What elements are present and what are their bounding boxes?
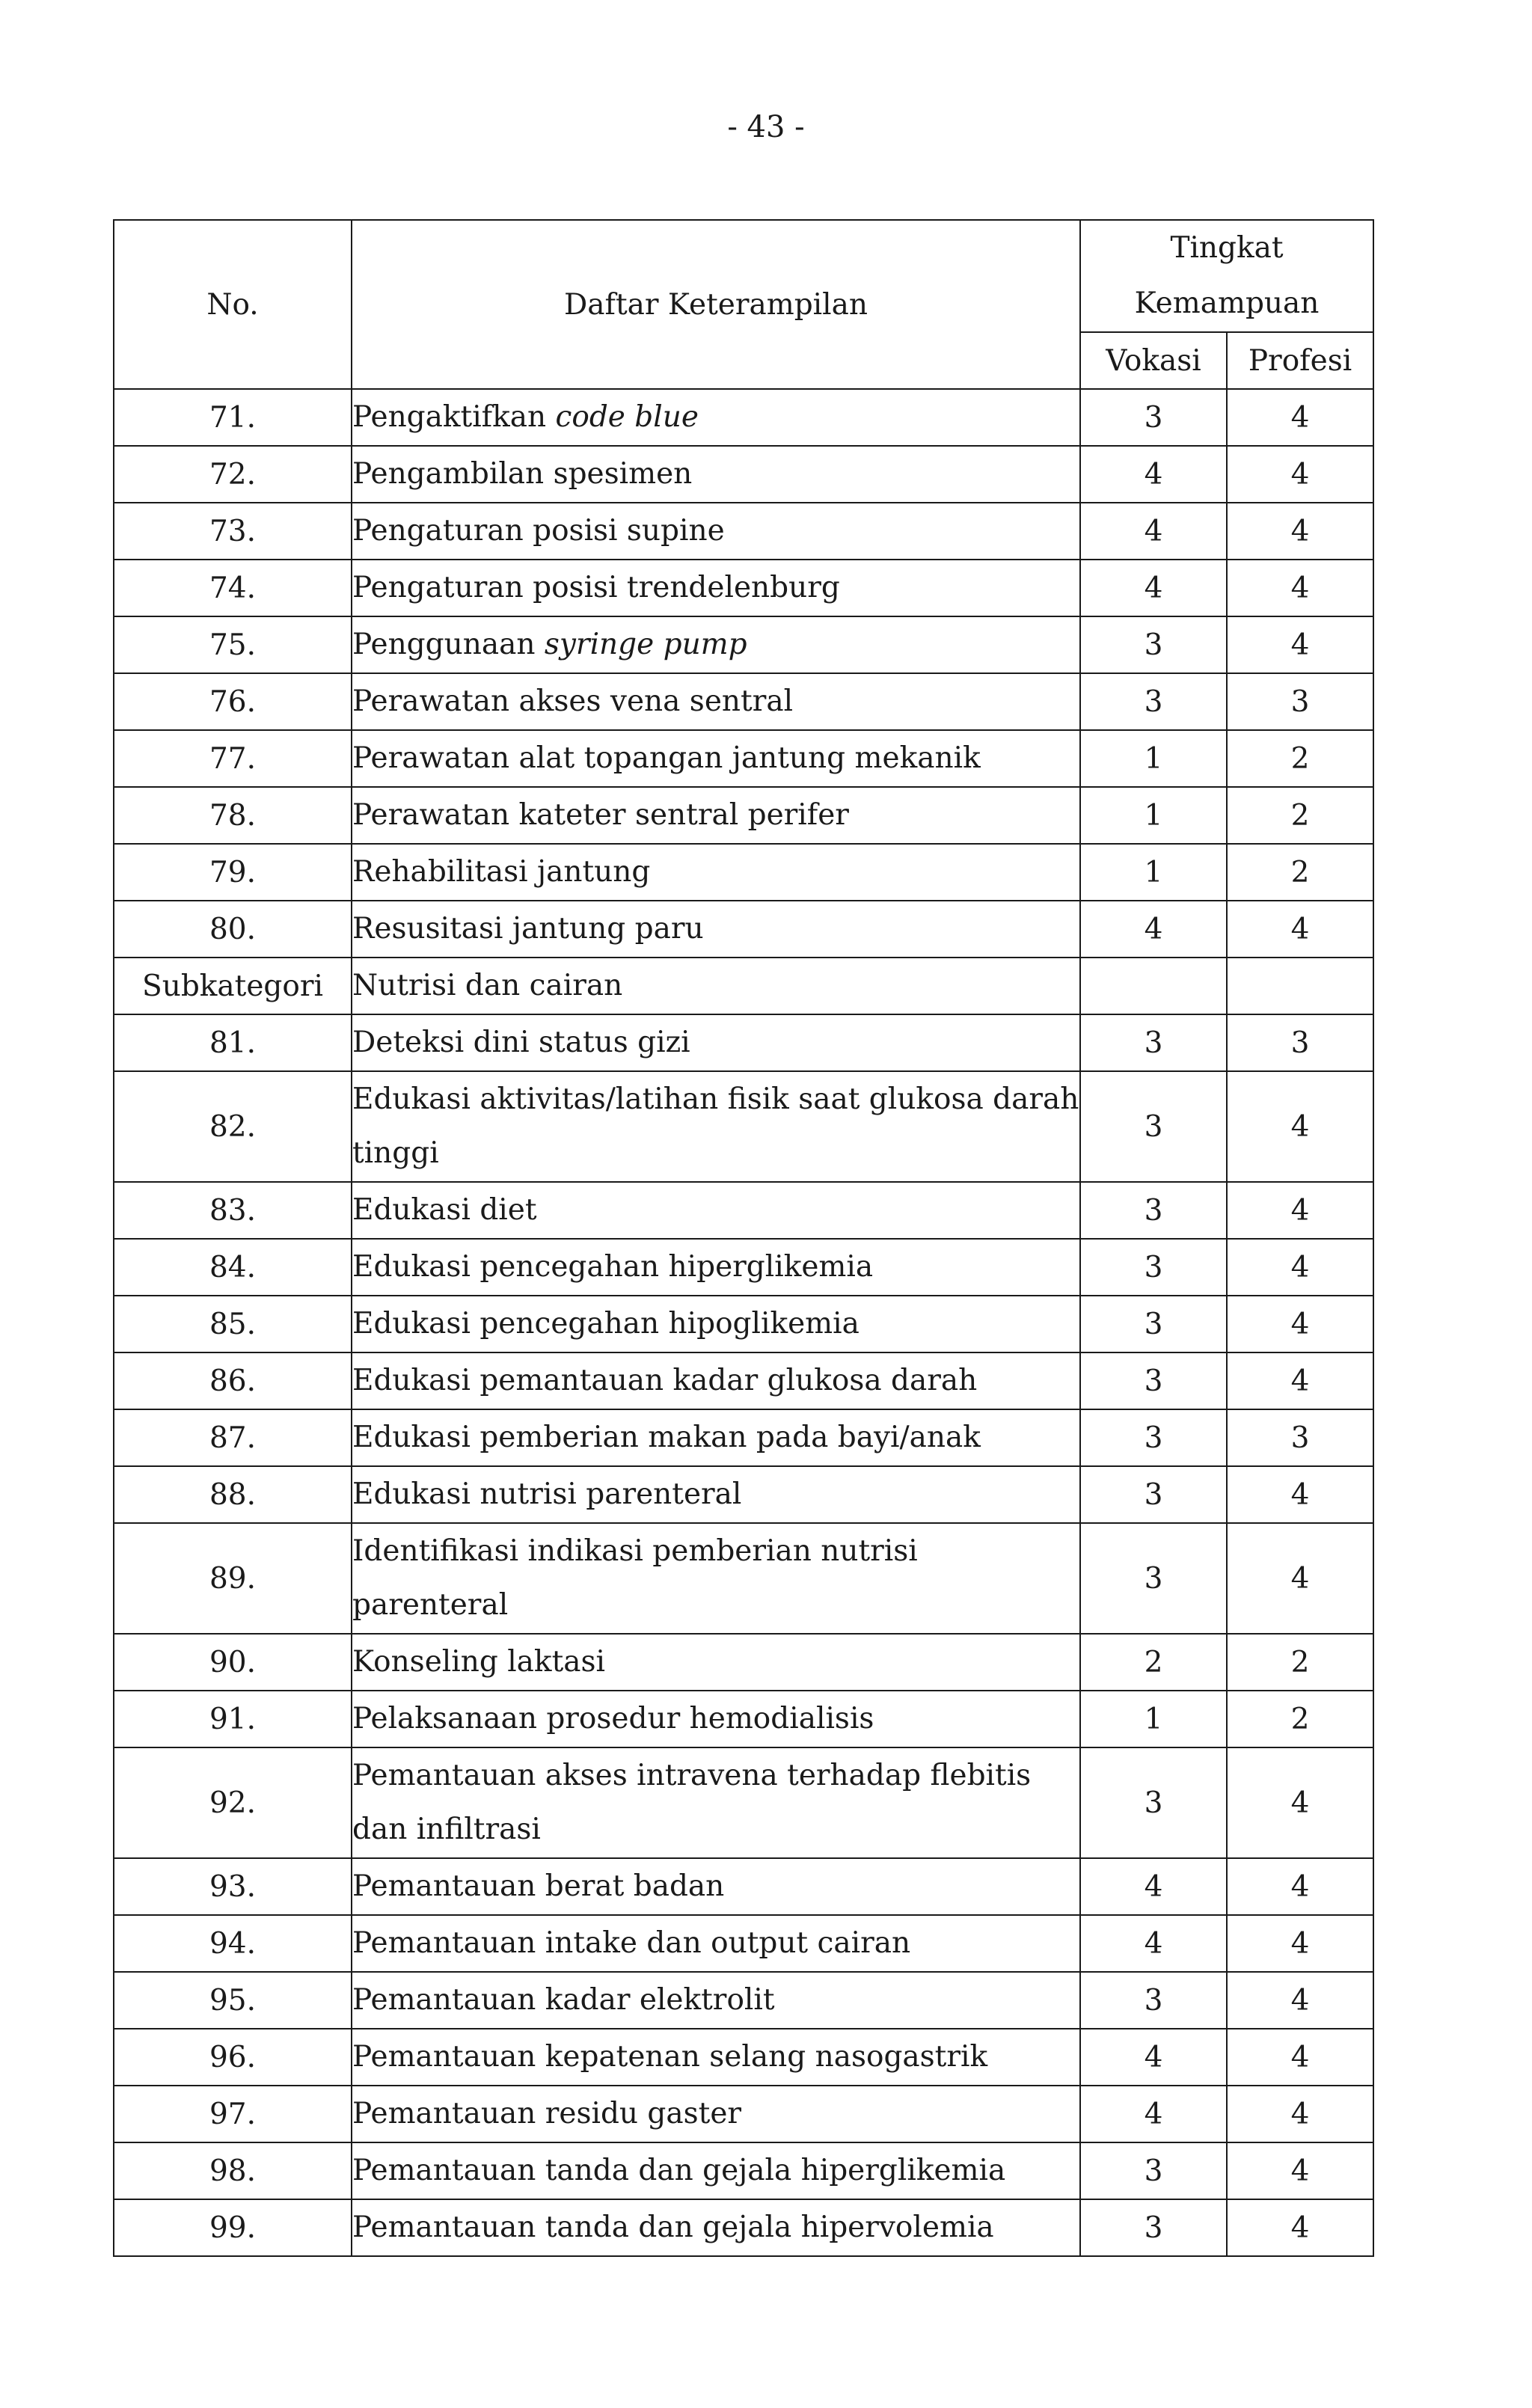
vokasi-level: 3 [1080, 1182, 1227, 1239]
skill-text: Edukasi pemberian makan pada bayi/anak [352, 1421, 981, 1454]
table-row [114, 1858, 1373, 1915]
table-row [114, 2086, 1373, 2142]
skill-name [352, 730, 1080, 787]
header-vokasi: Vokasi [1080, 332, 1227, 389]
vokasi-level: 3 [1080, 2142, 1227, 2199]
vokasi-level: 3 [1080, 1071, 1227, 1182]
skill-text: Edukasi diet [352, 1193, 537, 1227]
skill-name [352, 1691, 1080, 1747]
row-number: 90. [114, 1634, 352, 1691]
profesi-level: 3 [1227, 1014, 1373, 1071]
vokasi-level: 3 [1080, 1239, 1227, 1296]
skill-text: Pemantauan akses intravena terhadap flebitis dan infiltrasi [352, 1759, 1032, 1846]
profesi-level: 4 [1227, 560, 1373, 616]
profesi-level: 2 [1227, 787, 1373, 844]
row-number: 94. [114, 1915, 352, 1972]
profesi-level: 4 [1227, 1239, 1373, 1296]
skill-text: Pengambilan spesimen [352, 457, 693, 491]
row-number: 74. [114, 560, 352, 616]
skill-text: Pemantauan intake dan output cairan [352, 1926, 911, 1960]
profesi-level [1227, 958, 1373, 1014]
profesi-level: 4 [1227, 2029, 1373, 2086]
vokasi-level: 1 [1080, 787, 1227, 844]
profesi-level: 4 [1227, 2086, 1373, 2142]
skill-text: Pelaksanaan prosedur hemodialisis [352, 1702, 874, 1735]
table-row [114, 1634, 1373, 1691]
row-number: 93. [114, 1858, 352, 1915]
row-number: Subkategori [114, 958, 352, 1014]
row-number: 92. [114, 1747, 352, 1858]
table-row [114, 1352, 1373, 1409]
profesi-level: 4 [1227, 1071, 1373, 1182]
vokasi-level: 1 [1080, 1691, 1227, 1747]
header-ability-level: Tingkat Kemampuan [1080, 220, 1373, 332]
table-row [114, 1071, 1373, 1182]
profesi-level: 4 [1227, 446, 1373, 503]
table-row [114, 1409, 1373, 1466]
profesi-level: 4 [1227, 616, 1373, 673]
row-number: 72. [114, 446, 352, 503]
row-number: 80. [114, 901, 352, 958]
profesi-level: 2 [1227, 1691, 1373, 1747]
skill-text: Rehabilitasi jantung [352, 855, 651, 889]
skill-name [352, 503, 1080, 560]
vokasi-level: 3 [1080, 1409, 1227, 1466]
skill-name [352, 2086, 1080, 2142]
profesi-level: 4 [1227, 1523, 1373, 1634]
table-row [114, 730, 1373, 787]
skill-term-italic: code blue [555, 400, 699, 434]
vokasi-level: 3 [1080, 389, 1227, 446]
skill-name [352, 1014, 1080, 1071]
table-row [114, 1296, 1373, 1352]
table-row [114, 1915, 1373, 1972]
vokasi-level: 3 [1080, 1296, 1227, 1352]
skill-name [352, 2199, 1080, 2256]
table-row [114, 901, 1373, 958]
header-no: No. [114, 220, 352, 389]
profesi-level: 4 [1227, 1466, 1373, 1523]
table-row [114, 1691, 1373, 1747]
table-row [114, 560, 1373, 616]
row-number: 77. [114, 730, 352, 787]
table-row [114, 389, 1373, 446]
skill-name [352, 673, 1080, 730]
table-row [114, 673, 1373, 730]
row-number: 83. [114, 1182, 352, 1239]
skill-text: Pemantauan residu gaster [352, 2097, 742, 2130]
vokasi-level: 4 [1080, 2029, 1227, 2086]
table-row [114, 616, 1373, 673]
profesi-level: 4 [1227, 1747, 1373, 1858]
skill-text: Penggunaan [352, 628, 545, 661]
skill-name [352, 787, 1080, 844]
skill-text: Resusitasi jantung paru [352, 912, 704, 946]
skill-text: Pengaktifkan [352, 400, 556, 434]
table-row [114, 2142, 1373, 2199]
row-number: 76. [114, 673, 352, 730]
skill-name [352, 1858, 1080, 1915]
table-row [114, 1747, 1373, 1858]
row-number: 82. [114, 1071, 352, 1182]
vokasi-level: 4 [1080, 1858, 1227, 1915]
profesi-level: 4 [1227, 1915, 1373, 1972]
vokasi-level: 4 [1080, 503, 1227, 560]
row-number: 99. [114, 2199, 352, 2256]
row-number: 88. [114, 1466, 352, 1523]
skill-name [352, 389, 1080, 446]
profesi-level: 4 [1227, 1182, 1373, 1239]
vokasi-level: 4 [1080, 2086, 1227, 2142]
table-row [114, 503, 1373, 560]
skill-text: Edukasi pencegahan hiperglikemia [352, 1250, 874, 1284]
vokasi-level: 3 [1080, 1014, 1227, 1071]
skill-name [352, 901, 1080, 958]
skill-text: Edukasi nutrisi parenteral [352, 1477, 742, 1511]
skill-name [352, 1972, 1080, 2029]
skill-name [352, 1915, 1080, 1972]
skill-text: Perawatan kateter sentral perifer [352, 798, 849, 832]
profesi-level: 2 [1227, 1634, 1373, 1691]
profesi-level: 4 [1227, 1858, 1373, 1915]
skill-name [352, 1634, 1080, 1691]
vokasi-level: 3 [1080, 1466, 1227, 1523]
table-row [114, 1523, 1373, 1634]
profesi-level: 4 [1227, 1352, 1373, 1409]
page-number: - 43 - [727, 110, 805, 144]
skill-name [352, 446, 1080, 503]
row-number: 78. [114, 787, 352, 844]
profesi-level: 4 [1227, 2142, 1373, 2199]
skill-name [352, 1409, 1080, 1466]
skill-name [352, 1466, 1080, 1523]
skill-text: Pengaturan posisi trendelenburg [352, 571, 840, 604]
vokasi-level: 3 [1080, 1523, 1227, 1634]
table-row [114, 844, 1373, 901]
vokasi-level: 3 [1080, 1747, 1227, 1858]
row-number: 81. [114, 1014, 352, 1071]
table-row [114, 787, 1373, 844]
skill-name [352, 1296, 1080, 1352]
row-number: 86. [114, 1352, 352, 1409]
table-row [114, 1466, 1373, 1523]
skill-text: Edukasi pencegahan hipoglikemia [352, 1307, 860, 1341]
vokasi-level [1080, 958, 1227, 1014]
vokasi-level: 2 [1080, 1634, 1227, 1691]
table-row [114, 1182, 1373, 1239]
row-number: 97. [114, 2086, 352, 2142]
profesi-level: 4 [1227, 2199, 1373, 2256]
header-profesi: Profesi [1227, 332, 1373, 389]
vokasi-level: 1 [1080, 730, 1227, 787]
row-number: 85. [114, 1296, 352, 1352]
skill-text: Perawatan akses vena sentral [352, 684, 794, 718]
skill-text: Edukasi aktivitas/latihan fisik saat glukosa darah tinggi [352, 1082, 1079, 1170]
skill-text: Pemantauan kadar elektrolit [352, 1983, 775, 2017]
skill-text: Perawatan alat topangan jantung mekanik [352, 741, 981, 775]
profesi-level: 3 [1227, 673, 1373, 730]
vokasi-level: 4 [1080, 560, 1227, 616]
skill-text: Pemantauan tanda dan gejala hipervolemia [352, 2211, 994, 2244]
vokasi-level: 3 [1080, 1352, 1227, 1409]
profesi-level: 3 [1227, 1409, 1373, 1466]
row-number: 98. [114, 2142, 352, 2199]
table-row [114, 1972, 1373, 2029]
skill-name [352, 844, 1080, 901]
vokasi-level: 4 [1080, 901, 1227, 958]
vokasi-level: 3 [1080, 1972, 1227, 2029]
skill-name [352, 1182, 1080, 1239]
skill-name [352, 958, 1080, 1014]
profesi-level: 4 [1227, 503, 1373, 560]
skill-name [352, 2029, 1080, 2086]
row-number: 84. [114, 1239, 352, 1296]
vokasi-level: 3 [1080, 2199, 1227, 2256]
row-number: 95. [114, 1972, 352, 2029]
vokasi-level: 4 [1080, 446, 1227, 503]
vokasi-level: 3 [1080, 673, 1227, 730]
row-number: 89. [114, 1523, 352, 1634]
row-number: 73. [114, 503, 352, 560]
skill-name [352, 1071, 1080, 1182]
profesi-level: 2 [1227, 730, 1373, 787]
vokasi-level: 3 [1080, 616, 1227, 673]
profesi-level: 4 [1227, 1296, 1373, 1352]
skill-name [352, 1747, 1080, 1858]
row-number: 75. [114, 616, 352, 673]
row-number: 87. [114, 1409, 352, 1466]
header-skill-list: Daftar Keterampilan [352, 220, 1080, 389]
profesi-level: 2 [1227, 844, 1373, 901]
row-number: 91. [114, 1691, 352, 1747]
profesi-level: 4 [1227, 901, 1373, 958]
skill-name [352, 1523, 1080, 1634]
skill-name [352, 1239, 1080, 1296]
subcategory-row [114, 958, 1373, 1014]
skill-term-italic: syringe pump [544, 628, 747, 661]
row-number: 79. [114, 844, 352, 901]
row-number: 96. [114, 2029, 352, 2086]
skill-name [352, 2142, 1080, 2199]
table-row [114, 1014, 1373, 1071]
skill-text: Pengaturan posisi supine [352, 514, 725, 548]
table-body [114, 389, 1373, 2256]
table-row [114, 1239, 1373, 1296]
table-row [114, 2199, 1373, 2256]
skill-text: Identifikasi indikasi pemberian nutrisi parenteral [352, 1534, 918, 1622]
skill-name [352, 616, 1080, 673]
skill-text: Pemantauan tanda dan gejala hiperglikemia [352, 2154, 1006, 2187]
skill-name [352, 560, 1080, 616]
table-row [114, 446, 1373, 503]
skill-text: Pemantauan kepatenan selang nasogastrik [352, 2040, 988, 2074]
row-number: 71. [114, 389, 352, 446]
skill-text: Pemantauan berat badan [352, 1869, 725, 1903]
skill-text: Konseling laktasi [352, 1645, 605, 1679]
vokasi-level: 4 [1080, 1915, 1227, 1972]
profesi-level: 4 [1227, 1972, 1373, 2029]
profesi-level: 4 [1227, 389, 1373, 446]
skill-text: Deteksi dini status gizi [352, 1026, 690, 1059]
table-header [114, 220, 1373, 389]
table-row [114, 2029, 1373, 2086]
skill-text: Edukasi pemantauan kadar glukosa darah [352, 1364, 978, 1397]
skills-table [113, 219, 1374, 2257]
skill-text: Nutrisi dan cairan [352, 969, 623, 1002]
skill-name [352, 1352, 1080, 1409]
vokasi-level: 1 [1080, 844, 1227, 901]
